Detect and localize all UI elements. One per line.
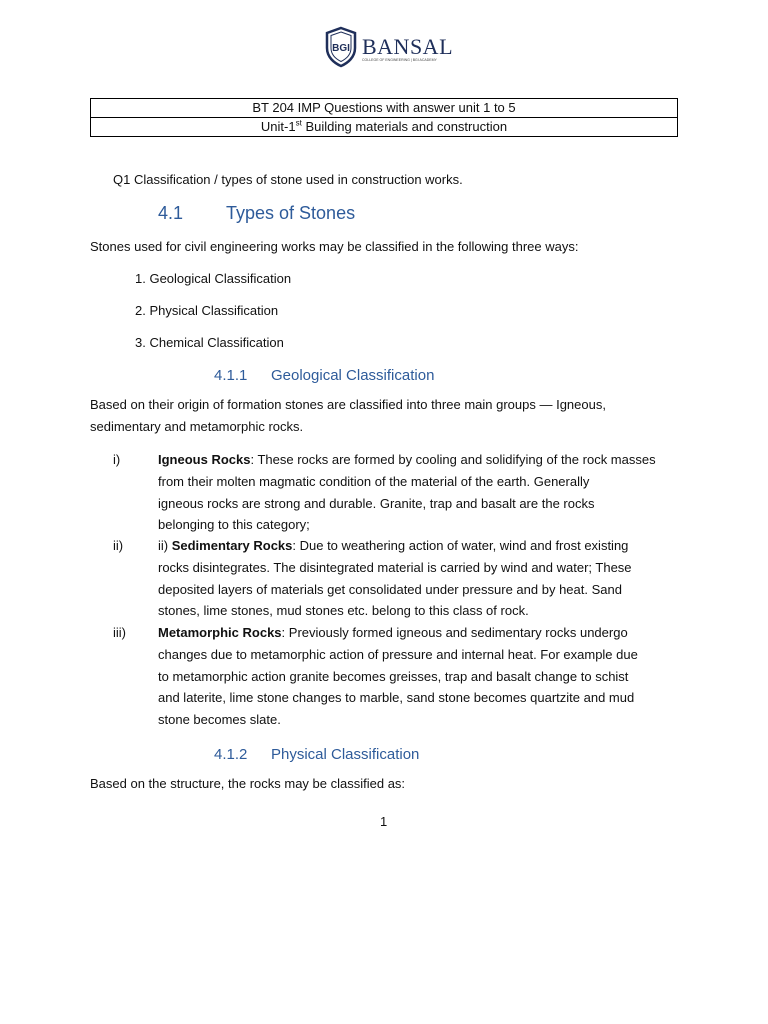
header-title-row: BT 204 IMP Questions with answer unit 1 to 5 <box>252 100 516 115</box>
subsection-number: 4.1.2 <box>214 746 248 763</box>
page-number: 1 <box>380 814 388 829</box>
list-item: 3. Chemical Classification <box>135 335 284 350</box>
paragraph-line: Based on their origin of formation stones are classified into three main groups — Igneous, <box>90 397 606 412</box>
item-text: : Due to weathering action of water, wind and frost existing <box>292 538 629 553</box>
item-number: iii) <box>113 625 126 640</box>
sedimentary-item <box>158 535 674 622</box>
metamorphic-item <box>158 622 674 731</box>
item-line: igneous rocks are strong and durable. Granite, trap and basalt are the rocks <box>158 495 595 511</box>
list-item: 1. Geological Classification <box>135 271 292 286</box>
intro-text: Stones used for civil engineering works may be classified in the following three ways: <box>90 239 579 254</box>
section-title: Types of Stones <box>226 203 356 223</box>
college-logo <box>324 26 454 70</box>
item-line: from their molten magmatic condition of the material of the earth. Generally <box>158 473 590 489</box>
paragraph-line: sedimentary and metamorphic rocks. <box>90 419 304 434</box>
section-number: 4.1 <box>158 203 184 223</box>
item-line: belonging to this category; <box>158 517 310 533</box>
subsection-title: Physical Classification <box>271 746 420 763</box>
unit-superscript: st <box>295 118 302 128</box>
item-line: rocks disintegrates. The disintegrated material is carried by wind and water; These <box>158 559 632 575</box>
igneous-item <box>158 449 674 536</box>
item-line <box>158 449 674 471</box>
subsection-title: Geological Classification <box>271 367 435 384</box>
item-line <box>158 535 674 557</box>
item-term: Igneous Rocks <box>158 452 251 467</box>
question-text: Q1 Classification / types of stone used in construction works. <box>113 172 463 187</box>
item-line: stone becomes slate. <box>158 712 281 728</box>
item-line: deposited layers of materials get consolidated under pressure and by heat. Sand <box>158 581 622 597</box>
item-line <box>158 622 674 644</box>
logo-name: BANSAL <box>362 34 454 59</box>
item-number: ii) <box>113 538 124 553</box>
unit-prefix: Unit-1 <box>260 119 296 134</box>
item-term: Metamorphic Rocks <box>158 625 282 640</box>
item-text: : These rocks are formed by cooling and solidifying of the rock masses <box>250 452 656 467</box>
item-number: i) <box>113 452 121 467</box>
unit-suffix: Building materials and construction <box>301 119 508 134</box>
item-line: changes due to metamorphic action of pressure and internal heat. For example due <box>158 646 638 662</box>
item-line: and laterite, lime stone changes to marble, sand stone becomes quartzite and mud <box>158 690 635 706</box>
list-item: 2. Physical Classification <box>135 303 279 318</box>
paragraph-line: Based on the structure, the rocks may be classified as: <box>90 776 406 791</box>
logo-tagline: COLLEGE OF ENGINEERING | BGI ACADEMY <box>362 58 437 62</box>
item-prefix: ii) <box>158 538 172 553</box>
item-line: to metamorphic action granite becomes greisses, trap and basalt change to schist <box>158 668 629 684</box>
subsection-number: 4.1.1 <box>214 367 248 384</box>
item-text: : Previously formed igneous and sedimentary rocks undergo <box>281 625 628 640</box>
item-line: stones, lime stones, mud stones etc. belong to this class of rock. <box>158 603 529 619</box>
shield-icon <box>324 26 358 68</box>
logo-badge-text: BGI <box>332 43 350 54</box>
header-table <box>90 98 678 137</box>
item-term: Sedimentary Rocks <box>171 538 293 553</box>
header-unit-row <box>91 117 677 136</box>
